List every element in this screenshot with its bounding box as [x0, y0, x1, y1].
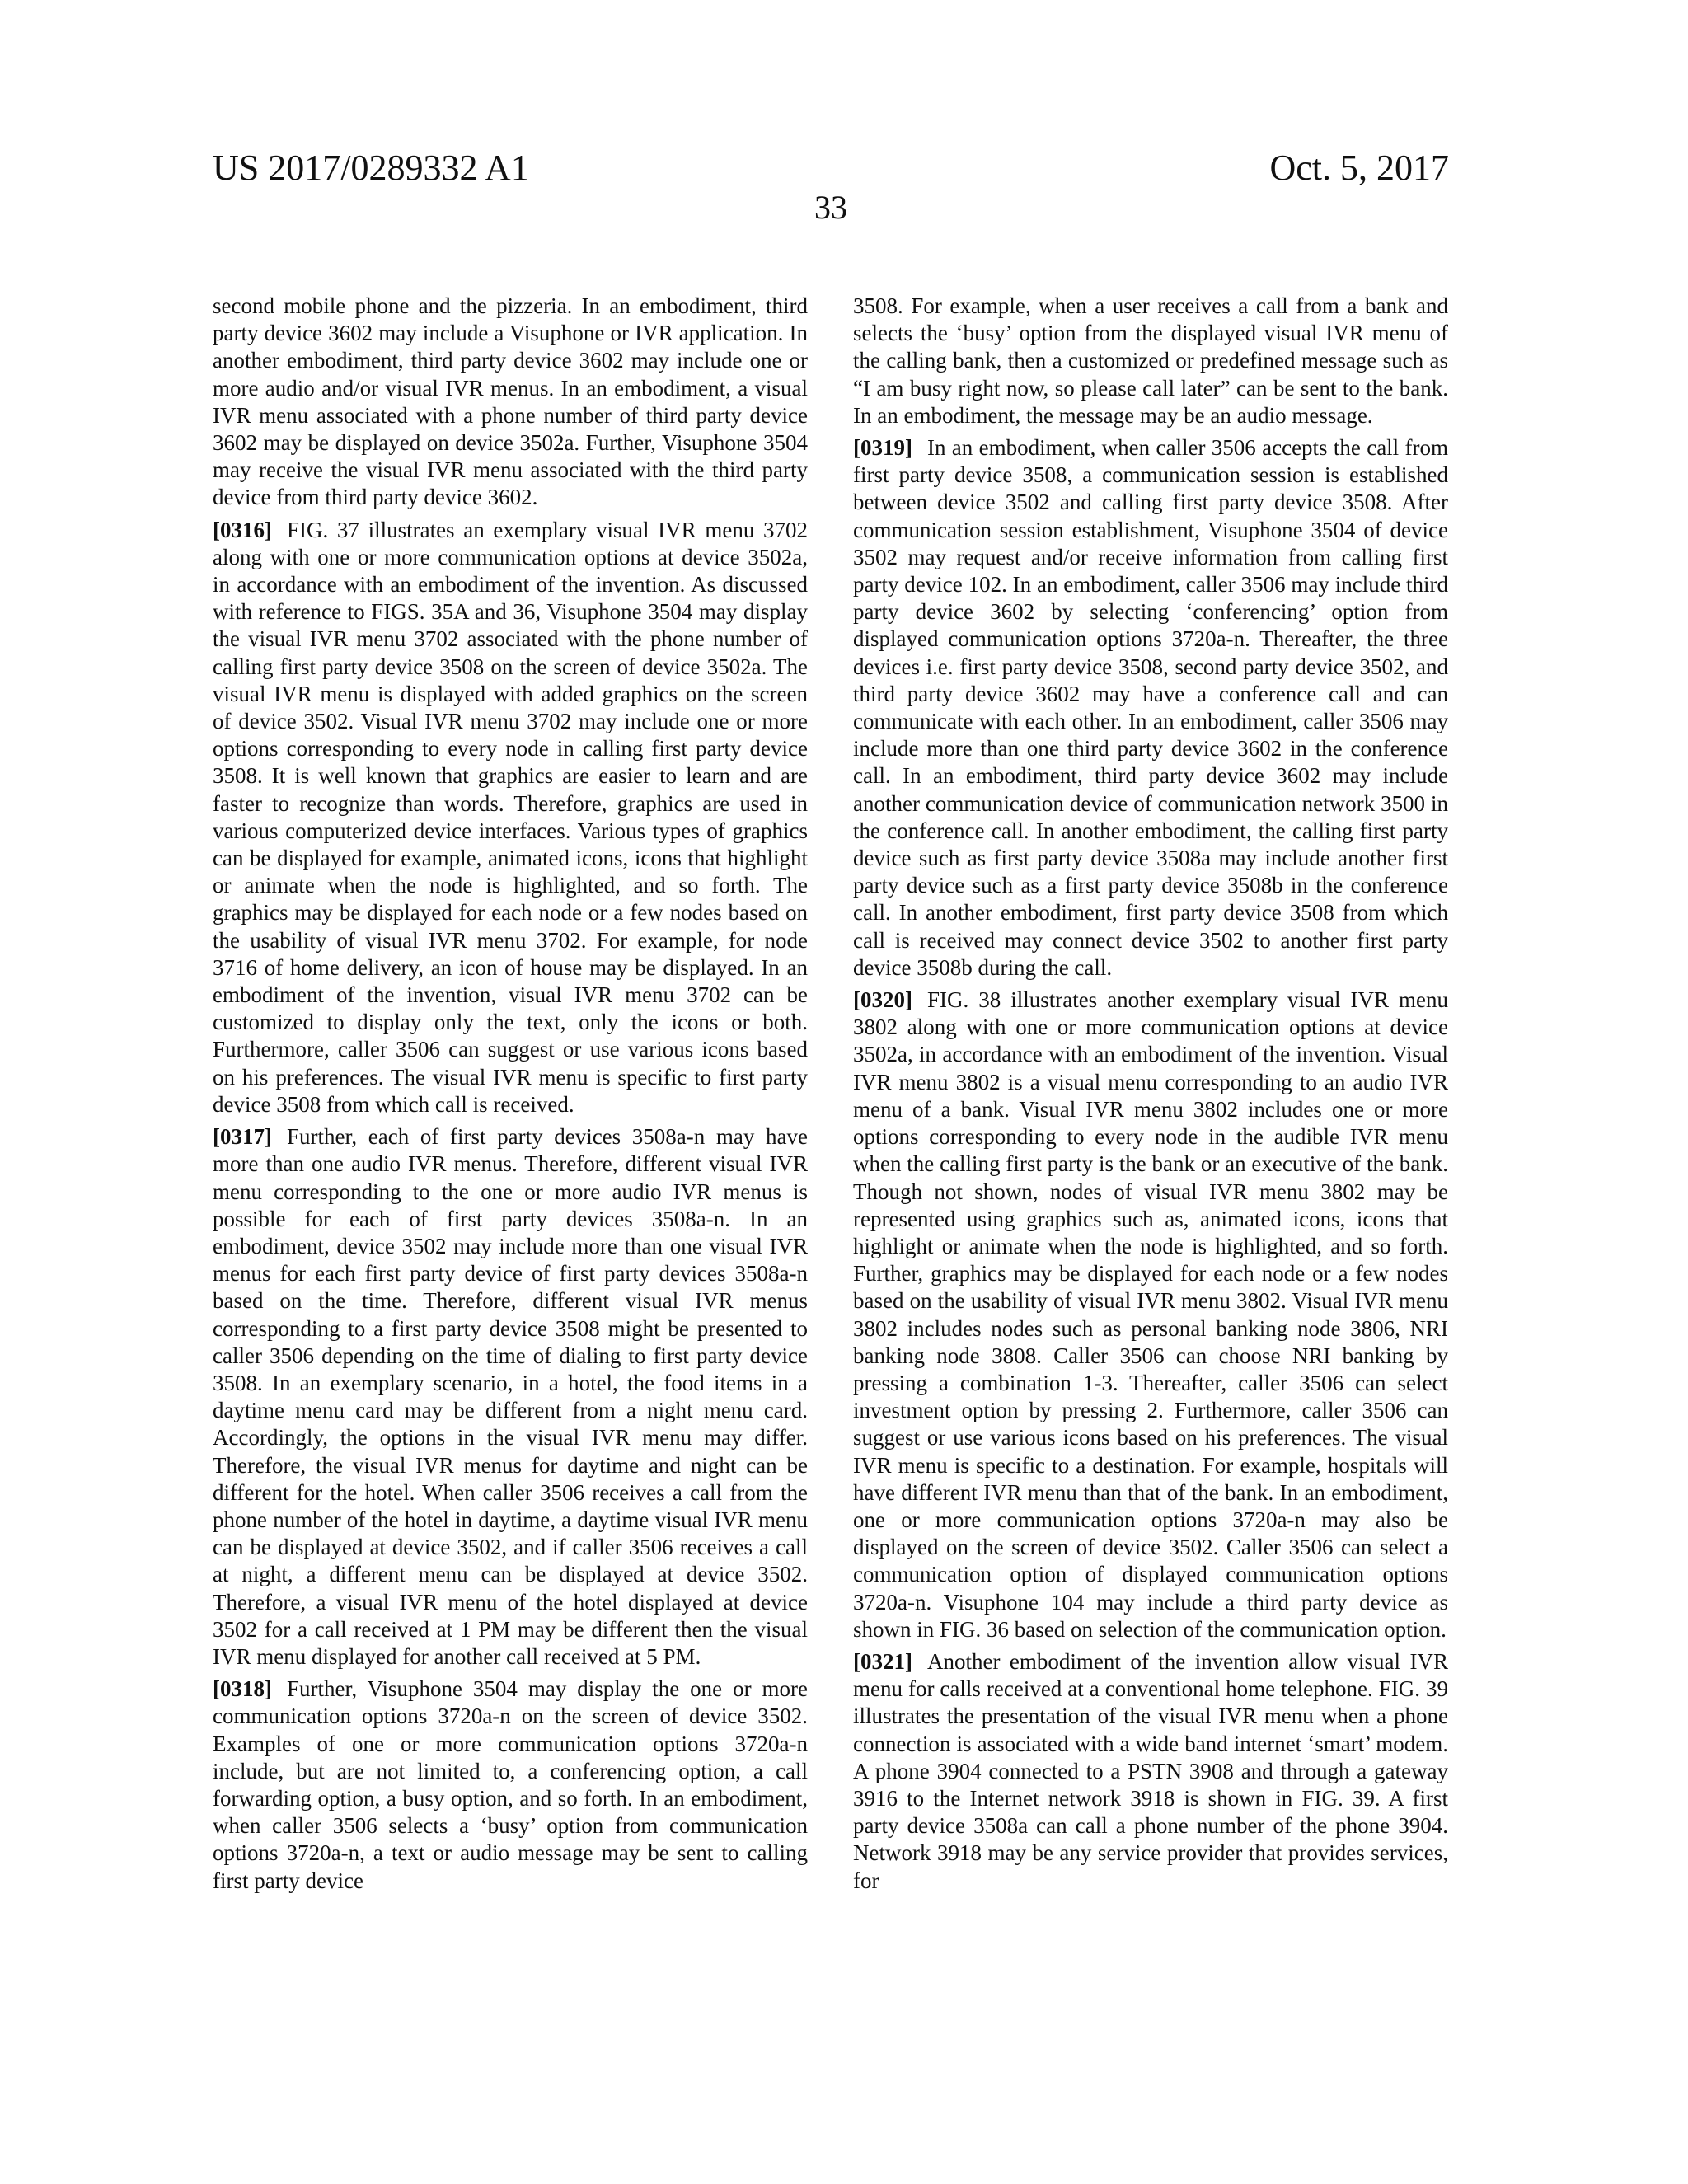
paragraph-text: Further, Visuphone 3504 may display the one or more communication options 3720a-n on the screen of device 3502. Examples of one or more communication options 3720a-n include, but are not limited to, a conferencing option, a call forwarding option, a busy option, and so forth. In an embodiment, when caller 3506 selects a ‘busy’ option from communication options 3720a-n, a text or audio message may be sent to calling first party device	[213, 1676, 808, 1893]
paragraph	[853, 1648, 1448, 1895]
right-column	[853, 293, 1448, 1900]
paragraph	[853, 434, 1448, 982]
paragraph	[213, 1123, 808, 1671]
paragraph-text: FIG. 38 illustrates another exemplary visual IVR menu 3802 along with one or more communication options at device 3502a, in accordance with an embodiment of the invention. Visual IVR menu 3802 is a visual menu corresponding to an audio IVR menu of a bank. Visual IVR menu 3802 includes one or more options corresponding to every node in the audible IVR menu when the calling first party is the bank or an executive of the bank. Though not shown, nodes of visual IVR menu 3802 may be represented using graphics such as, animated icons, icons that highlight or animate when the node is highlighted, and so forth. Further, graphics may be displayed for each node or a few nodes based on the usability of visual IVR menu 3802. Visual IVR menu 3802 includes nodes such as personal banking node 3806, NRI banking node 3808. Caller 3506 can choose NRI banking by pressing a combination 1-3. Thereafter, caller 3506 can select investment option by pressing 2. Furthermore, caller 3506 can suggest or use various icons based on his preferences. The visual IVR menu is specific to a destination. For example, hospitals will have different IVR menu than that of the bank. In an embodiment, one or more communication options 3720a-n may also be displayed on the screen of device 3502. Caller 3506 can select a communication option of displayed communication options 3720a-n. Visuphone 104 may include a third party device as shown in FIG. 36 based on selection of the communication option.	[853, 987, 1448, 1642]
paragraph-text: Another embodiment of the invention allow visual IVR menu for calls received at a conventional home telephone. FIG. 39 illustrates the presentation of the visual IVR menu when a phone connection is associated with a wide band internet ‘smart’ modem. A phone 3904 connected to a PSTN 3908 and through a gateway 3916 to the Internet network 3918 is shown in FIG. 39. A first party device 3508a can call a phone number of the phone 3904. Network 3918 may be any service provider that provides services, for	[853, 1648, 1448, 1893]
paragraph-number: [0317]	[213, 1124, 272, 1150]
page-number: 33	[814, 189, 847, 226]
page-header	[213, 147, 1449, 226]
paragraph	[213, 1675, 808, 1895]
paragraph-number: [0318]	[213, 1676, 272, 1702]
paragraph-text: 3508. For example, when a user receives a call from a bank and selects the ‘busy’ option from the displayed visual IVR menu of the calling bank, then a customized or predefined message such as “I am busy right now, so please call later” can be sent to the bank. In an embodiment, the message may be an audio message.	[853, 293, 1448, 428]
paragraph-text: FIG. 37 illustrates an exemplary visual IVR menu 3702 along with one or more communication options at device 3502a, in accordance with an embodiment of the invention. As discussed with reference to FIGS. 35A and 36, Visuphone 3504 may display the visual IVR menu 3702 associated with the phone number of calling first party device 3508 on the screen of device 3502a. The visual IVR menu is displayed with added graphics on the screen of device 3502. Visual IVR menu 3702 may include one or more options corresponding to every node in calling first party device 3508. It is well known that graphics are easier to learn and are faster to recognize than words. Therefore, graphics are used in various computerized device interfaces. Various types of graphics can be displayed for example, animated icons, icons that highlight or animate when the node is highlighted, and so forth. The graphics may be displayed for each node or a few nodes based on the usability of visual IVR menu 3702. For example, for node 3716 of home delivery, an icon of house may be displayed. In an embodiment of the invention, visual IVR menu 3702 can be customized to display only the text, only the icons or both. Furthermore, caller 3506 can suggest or use various icons based on his preferences. The visual IVR menu is specific to first party device 3508 from which call is received.	[213, 517, 808, 1117]
paragraph-number: [0316]	[213, 517, 272, 542]
publication-date: Oct. 5, 2017	[1269, 148, 1449, 188]
paragraph	[213, 517, 808, 1118]
paragraph	[213, 293, 808, 512]
paragraph	[853, 987, 1448, 1643]
paragraph-text: In an embodiment, when caller 3506 accepts the call from first party device 3508, a communication session is established between device 3502 and calling first party device 3508. After communication session establishment, Visuphone 3504 of device 3502 may request and/or receive information from calling first party device 102. In an embodiment, caller 3506 may include third party device 3602 by selecting ‘conferencing’ option from displayed communication options 3720a-n. Thereafter, the three devices i.e. first party device 3508, second party device 3502, and third party device 3602 may have a conference call and can communicate with each other. In an embodiment, caller 3506 may include more than one third party device 3602 in the conference call. In an embodiment, third party device 3602 may include another communication device of communication network 3500 in the conference call. In another embodiment, the calling first party device such as first party device 3508a may include another first party device such as a first party device 3508b in the conference call. In another embodiment, first party device 3508 from which call is received may connect device 3502 to another first party device 3508b during the call.	[853, 435, 1448, 980]
left-column	[213, 293, 808, 1900]
paragraph-text: second mobile phone and the pizzeria. In an embodiment, third party device 3602 may include a Visuphone or IVR application. In another embodiment, third party device 3602 may include one or more audio and/or visual IVR menus. In an embodiment, a visual IVR menu associated with a phone number of third party device 3602 may be displayed on device 3502a. Further, Visuphone 3504 may receive the visual IVR menu associated with the third party device from third party device 3602.	[213, 293, 808, 510]
paragraph	[853, 293, 1448, 429]
paragraph-number: [0321]	[853, 1648, 912, 1674]
paragraph-number: [0319]	[853, 435, 912, 461]
paragraph-text: Further, each of first party devices 3508a-n may have more than one audio IVR menus. Therefore, different visual IVR menu corresponding to the one or more audio IVR menus is possible for each of first party devices 3508a-n. In an embodiment, device 3502 may include more than one visual IVR menus for each first party device of first party devices 3508a-n based on the time. Therefore, different visual IVR menus corresponding to a first party device 3508 might be presented to caller 3506 depending on the time of dialing to first party device 3508. In an exemplary scenario, in a hotel, the food items in a daytime menu card may be different from a night menu card. Accordingly, the options in the visual IVR menu may differ. Therefore, the visual IVR menus for daytime and night can be different for the hotel. When caller 3506 receives a call from the phone number of the hotel in daytime, a daytime visual IVR menu can be displayed at device 3502, and if caller 3506 receives a call at night, a different menu can be displayed at device 3502. Therefore, a visual IVR menu of the hotel displayed at device 3502 for a call received at 1 PM may be different then the visual IVR menu displayed for another call received at 5 PM.	[213, 1124, 808, 1669]
paragraph-number: [0320]	[853, 987, 912, 1013]
publication-number: US 2017/0289332 A1	[213, 148, 529, 188]
